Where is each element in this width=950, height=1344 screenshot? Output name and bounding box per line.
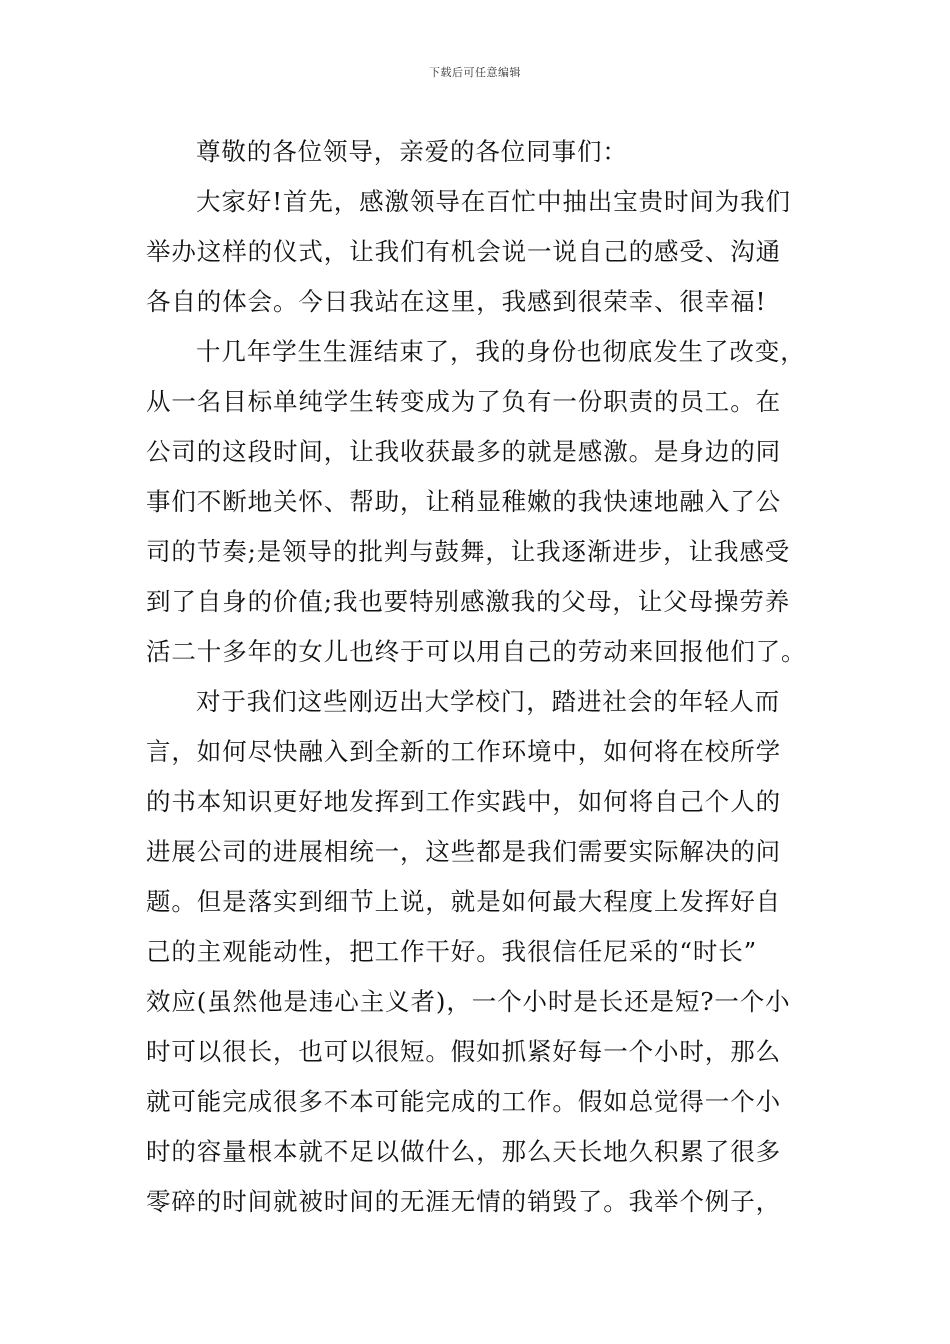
paragraph-line: 零碎的时间就被时间的无涯无情的销毁了。我举个例子， (146, 1187, 781, 1216)
paragraph-line: 司的节奏;是领导的批判与鼓舞，让我逐渐进步，让我感受 (146, 537, 791, 566)
paragraph-line: 十几年学生生涯结束了，我的身份也彻底发生了改变， (196, 337, 806, 366)
paragraph-line: 到了自身的价值;我也要特别感激我的父母，让父母操劳养 (146, 587, 791, 616)
salutation-line: 尊敬的各位领导，亲爱的各位同事们： (196, 137, 628, 166)
page-header-note: 下载后可任意编辑 (429, 66, 521, 79)
paragraph-line: 进展公司的进展相统一，这些都是我们需要实际解决的问 (146, 837, 781, 866)
paragraph-line: 各自的体会。今日我站在这里，我感到很荣幸、很幸福! (146, 287, 767, 316)
paragraph-line: 言，如何尽快融入到全新的工作环境中，如何将在校所学 (146, 737, 781, 766)
paragraph-line: 时的容量根本就不足以做什么，那么天长地久积累了很多 (146, 1137, 781, 1166)
paragraph-line: 的书本知识更好地发挥到工作实践中，如何将自己个人的 (146, 787, 781, 816)
paragraph-line: 就可能完成很多不本可能完成的工作。假如总觉得一个小 (146, 1087, 781, 1116)
paragraph-line: 活二十多年的女儿也终于可以用自己的劳动来回报他们了。 (146, 637, 807, 666)
paragraph-line: 事们不断地关怀、帮助，让稍显稚嫩的我快速地融入了公 (146, 487, 781, 516)
paragraph-line: 对于我们这些刚迈出大学校门，踏进社会的年轻人而 (196, 687, 781, 716)
paragraph-line: 公司的这段时间，让我收获最多的就是感激。是身边的同 (146, 437, 781, 466)
paragraph-line: 从一名目标单纯学生转变成为了负有一份职责的员工。在 (146, 387, 781, 416)
paragraph-line: 时可以很长，也可以很短。假如抓紧好每一个小时，那么 (146, 1037, 781, 1066)
paragraph-line: 举办这样的仪式，让我们有机会说一说自己的感受、沟通 (146, 237, 781, 266)
document-body (146, 127, 806, 1227)
paragraph-line: 效应(虽然他是违心主义者)，一个小时是长还是短?一个小 (146, 987, 791, 1016)
paragraph-line: 题。但是落实到细节上说，就是如何最大程度上发挥好自 (146, 887, 781, 916)
paragraph-line: 大家好!首先，感激领导在百忙中抽出宝贵时间为我们 (196, 187, 791, 216)
paragraph-line: 己的主观能动性，把工作干好。我很信任尼采的“时长” (146, 937, 758, 966)
